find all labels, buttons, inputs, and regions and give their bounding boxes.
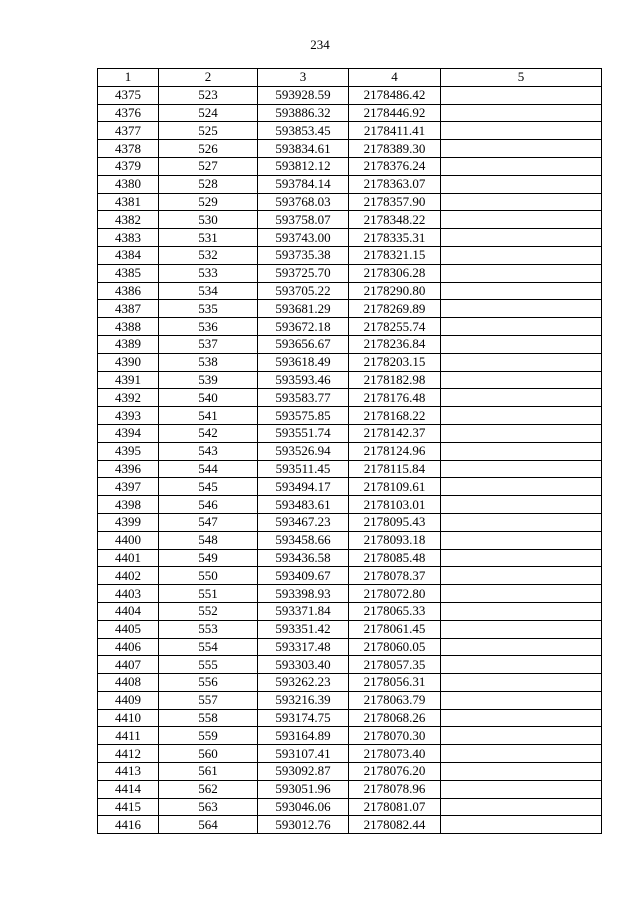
table-cell-col-5 bbox=[441, 175, 602, 193]
table-cell-col-5 bbox=[441, 496, 602, 514]
table-cell-col-4: 2178203.15 bbox=[349, 353, 441, 371]
table-cell-col-1: 4385 bbox=[98, 264, 159, 282]
table-cell-col-3: 593784.14 bbox=[258, 175, 349, 193]
table-cell-col-4: 2178078.96 bbox=[349, 780, 441, 798]
table-cell-col-2: 555 bbox=[159, 656, 258, 674]
table-cell-col-5 bbox=[441, 389, 602, 407]
table-row bbox=[98, 780, 602, 798]
page-number: 234 bbox=[310, 37, 330, 52]
table-cell-col-4: 2178109.61 bbox=[349, 478, 441, 496]
table-row bbox=[98, 229, 602, 247]
table-cell-col-1: 4396 bbox=[98, 460, 159, 478]
table-cell-col-5 bbox=[441, 691, 602, 709]
table-cell-col-2: 530 bbox=[159, 211, 258, 229]
table-cell-col-5 bbox=[441, 816, 602, 834]
table-cell-col-5 bbox=[441, 371, 602, 389]
table-cell-col-3: 593174.75 bbox=[258, 709, 349, 727]
table-cell-col-5 bbox=[441, 246, 602, 264]
table-row bbox=[98, 335, 602, 353]
table-cell-col-4: 2178076.20 bbox=[349, 763, 441, 781]
table-cell-col-2: 540 bbox=[159, 389, 258, 407]
table-row bbox=[98, 318, 602, 336]
table-row bbox=[98, 211, 602, 229]
table-cell-col-2: 542 bbox=[159, 424, 258, 442]
table-body bbox=[98, 86, 602, 833]
table-cell-col-4: 2178321.15 bbox=[349, 246, 441, 264]
table-cell-col-1: 4404 bbox=[98, 602, 159, 620]
table-cell-col-2: 528 bbox=[159, 175, 258, 193]
table-cell-col-5 bbox=[441, 157, 602, 175]
table-cell-col-4: 2178376.24 bbox=[349, 157, 441, 175]
table-cell-col-5 bbox=[441, 264, 602, 282]
table-row bbox=[98, 157, 602, 175]
table-cell-col-2: 529 bbox=[159, 193, 258, 211]
table-cell-col-4: 2178093.18 bbox=[349, 531, 441, 549]
table-cell-col-3: 593583.77 bbox=[258, 389, 349, 407]
table-row bbox=[98, 798, 602, 816]
table-cell-col-2: 543 bbox=[159, 442, 258, 460]
column-header-5: 5 bbox=[441, 69, 602, 87]
table-cell-col-2: 524 bbox=[159, 104, 258, 122]
table-cell-col-5 bbox=[441, 407, 602, 425]
table-cell-col-3: 593672.18 bbox=[258, 318, 349, 336]
table-cell-col-5 bbox=[441, 104, 602, 122]
table-cell-col-1: 4379 bbox=[98, 157, 159, 175]
table-cell-col-5 bbox=[441, 585, 602, 603]
table-cell-col-4: 2178068.26 bbox=[349, 709, 441, 727]
table-cell-col-3: 593012.76 bbox=[258, 816, 349, 834]
table-cell-col-3: 593928.59 bbox=[258, 86, 349, 104]
table-cell-col-4: 2178142.37 bbox=[349, 424, 441, 442]
table-cell-col-3: 593303.40 bbox=[258, 656, 349, 674]
table-cell-col-1: 4376 bbox=[98, 104, 159, 122]
column-header-1: 1 bbox=[98, 69, 159, 87]
table-cell-col-5 bbox=[441, 745, 602, 763]
table-cell-col-5 bbox=[441, 674, 602, 692]
table-cell-col-1: 4380 bbox=[98, 175, 159, 193]
table-cell-col-1: 4377 bbox=[98, 122, 159, 140]
table-cell-col-5 bbox=[441, 478, 602, 496]
table-row bbox=[98, 104, 602, 122]
table-cell-col-5 bbox=[441, 709, 602, 727]
table-cell-col-1: 4407 bbox=[98, 656, 159, 674]
table-cell-col-4: 2178103.01 bbox=[349, 496, 441, 514]
table-cell-col-1: 4397 bbox=[98, 478, 159, 496]
table-cell-col-3: 593467.23 bbox=[258, 513, 349, 531]
table-cell-col-5 bbox=[441, 460, 602, 478]
table-cell-col-1: 4415 bbox=[98, 798, 159, 816]
table-cell-col-5 bbox=[441, 442, 602, 460]
table-row bbox=[98, 638, 602, 656]
header-row bbox=[98, 69, 602, 87]
table-cell-col-5 bbox=[441, 531, 602, 549]
table-cell-col-3: 593681.29 bbox=[258, 300, 349, 318]
table-cell-col-5 bbox=[441, 798, 602, 816]
table-row bbox=[98, 371, 602, 389]
table-cell-col-4: 2178056.31 bbox=[349, 674, 441, 692]
table-cell-col-4: 2178168.22 bbox=[349, 407, 441, 425]
table-cell-col-5 bbox=[441, 318, 602, 336]
table-cell-col-3: 593483.61 bbox=[258, 496, 349, 514]
table-cell-col-5 bbox=[441, 567, 602, 585]
table-cell-col-5 bbox=[441, 780, 602, 798]
table-cell-col-2: 554 bbox=[159, 638, 258, 656]
table-cell-col-3: 593618.49 bbox=[258, 353, 349, 371]
table-cell-col-3: 593743.00 bbox=[258, 229, 349, 247]
table-cell-col-5 bbox=[441, 513, 602, 531]
table-cell-col-1: 4381 bbox=[98, 193, 159, 211]
table-cell-col-2: 544 bbox=[159, 460, 258, 478]
table-row bbox=[98, 567, 602, 585]
table-row bbox=[98, 513, 602, 531]
table-cell-col-3: 593768.03 bbox=[258, 193, 349, 211]
table-cell-col-4: 2178389.30 bbox=[349, 140, 441, 158]
table-cell-col-4: 2178290.80 bbox=[349, 282, 441, 300]
table-cell-col-3: 593262.23 bbox=[258, 674, 349, 692]
table-cell-col-1: 4401 bbox=[98, 549, 159, 567]
table-row bbox=[98, 86, 602, 104]
table-cell-col-3: 593758.07 bbox=[258, 211, 349, 229]
table-cell-col-5 bbox=[441, 229, 602, 247]
coordinates-table bbox=[97, 68, 602, 834]
table-row bbox=[98, 424, 602, 442]
table-cell-col-4: 2178446.92 bbox=[349, 104, 441, 122]
table-cell-col-1: 4403 bbox=[98, 585, 159, 603]
table-cell-col-4: 2178124.96 bbox=[349, 442, 441, 460]
table-cell-col-3: 593216.39 bbox=[258, 691, 349, 709]
table-cell-col-5 bbox=[441, 727, 602, 745]
table-cell-col-4: 2178085.48 bbox=[349, 549, 441, 567]
table-cell-col-1: 4383 bbox=[98, 229, 159, 247]
table-cell-col-3: 593526.94 bbox=[258, 442, 349, 460]
table-cell-col-2: 549 bbox=[159, 549, 258, 567]
table-row bbox=[98, 602, 602, 620]
table-cell-col-2: 546 bbox=[159, 496, 258, 514]
table-cell-col-5 bbox=[441, 656, 602, 674]
table-cell-col-5 bbox=[441, 424, 602, 442]
table-cell-col-1: 4378 bbox=[98, 140, 159, 158]
table-cell-col-1: 4392 bbox=[98, 389, 159, 407]
table-cell-col-2: 537 bbox=[159, 335, 258, 353]
table-cell-col-2: 545 bbox=[159, 478, 258, 496]
table-cell-col-4: 2178486.42 bbox=[349, 86, 441, 104]
table-row bbox=[98, 300, 602, 318]
table-cell-col-4: 2178176.48 bbox=[349, 389, 441, 407]
table-row bbox=[98, 620, 602, 638]
table-cell-col-2: 533 bbox=[159, 264, 258, 282]
table-cell-col-3: 593398.93 bbox=[258, 585, 349, 603]
table-cell-col-3: 593834.61 bbox=[258, 140, 349, 158]
table-cell-col-5 bbox=[441, 211, 602, 229]
column-header-4: 4 bbox=[349, 69, 441, 87]
table-row bbox=[98, 691, 602, 709]
table-cell-col-1: 4375 bbox=[98, 86, 159, 104]
table-cell-col-3: 593551.74 bbox=[258, 424, 349, 442]
table-row bbox=[98, 193, 602, 211]
table-cell-col-2: 561 bbox=[159, 763, 258, 781]
table-cell-col-2: 564 bbox=[159, 816, 258, 834]
table-row bbox=[98, 175, 602, 193]
table-cell-col-1: 4413 bbox=[98, 763, 159, 781]
table-cell-col-4: 2178236.84 bbox=[349, 335, 441, 353]
table-cell-col-1: 4414 bbox=[98, 780, 159, 798]
table-cell-col-4: 2178061.45 bbox=[349, 620, 441, 638]
table-cell-col-2: 535 bbox=[159, 300, 258, 318]
table-cell-col-5 bbox=[441, 353, 602, 371]
table-cell-col-3: 593511.45 bbox=[258, 460, 349, 478]
table-cell-col-4: 2178063.79 bbox=[349, 691, 441, 709]
table-cell-col-3: 593735.38 bbox=[258, 246, 349, 264]
table-row bbox=[98, 656, 602, 674]
table-cell-col-4: 2178081.07 bbox=[349, 798, 441, 816]
table-row bbox=[98, 246, 602, 264]
table-cell-col-5 bbox=[441, 763, 602, 781]
table-cell-col-2: 560 bbox=[159, 745, 258, 763]
table-row bbox=[98, 353, 602, 371]
table-row bbox=[98, 140, 602, 158]
table-cell-col-4: 2178070.30 bbox=[349, 727, 441, 745]
table-cell-col-2: 534 bbox=[159, 282, 258, 300]
table-cell-col-2: 562 bbox=[159, 780, 258, 798]
table-cell-col-2: 558 bbox=[159, 709, 258, 727]
table-row bbox=[98, 442, 602, 460]
table-cell-col-3: 593107.41 bbox=[258, 745, 349, 763]
table-cell-col-1: 4410 bbox=[98, 709, 159, 727]
table-row bbox=[98, 264, 602, 282]
table-cell-col-3: 593436.58 bbox=[258, 549, 349, 567]
table-row bbox=[98, 709, 602, 727]
table-row bbox=[98, 763, 602, 781]
table-cell-col-5 bbox=[441, 140, 602, 158]
table-cell-col-5 bbox=[441, 193, 602, 211]
table-cell-col-2: 548 bbox=[159, 531, 258, 549]
table-cell-col-5 bbox=[441, 282, 602, 300]
table-cell-col-3: 593371.84 bbox=[258, 602, 349, 620]
table-row bbox=[98, 745, 602, 763]
column-header-2: 2 bbox=[159, 69, 258, 87]
table-row bbox=[98, 585, 602, 603]
table-cell-col-3: 593853.45 bbox=[258, 122, 349, 140]
table-cell-col-2: 553 bbox=[159, 620, 258, 638]
table-cell-col-5 bbox=[441, 300, 602, 318]
table-row bbox=[98, 549, 602, 567]
table-cell-col-1: 4382 bbox=[98, 211, 159, 229]
table-cell-col-4: 2178306.28 bbox=[349, 264, 441, 282]
table-cell-col-1: 4409 bbox=[98, 691, 159, 709]
table-cell-col-3: 593886.32 bbox=[258, 104, 349, 122]
table-cell-col-2: 559 bbox=[159, 727, 258, 745]
table-cell-col-4: 2178335.31 bbox=[349, 229, 441, 247]
table-cell-col-4: 2178357.90 bbox=[349, 193, 441, 211]
table-cell-col-1: 4389 bbox=[98, 335, 159, 353]
table-cell-col-4: 2178065.33 bbox=[349, 602, 441, 620]
table-cell-col-2: 552 bbox=[159, 602, 258, 620]
table-cell-col-1: 4406 bbox=[98, 638, 159, 656]
table-cell-col-1: 4405 bbox=[98, 620, 159, 638]
table-cell-col-1: 4386 bbox=[98, 282, 159, 300]
table-cell-col-4: 2178269.89 bbox=[349, 300, 441, 318]
table-cell-col-3: 593051.96 bbox=[258, 780, 349, 798]
column-header-3: 3 bbox=[258, 69, 349, 87]
table-cell-col-5 bbox=[441, 86, 602, 104]
table-row bbox=[98, 496, 602, 514]
table-cell-col-4: 2178363.07 bbox=[349, 175, 441, 193]
table-cell-col-3: 593494.17 bbox=[258, 478, 349, 496]
table-cell-col-4: 2178348.22 bbox=[349, 211, 441, 229]
table-cell-col-2: 538 bbox=[159, 353, 258, 371]
table-cell-col-2: 550 bbox=[159, 567, 258, 585]
table-cell-col-2: 525 bbox=[159, 122, 258, 140]
table-cell-col-4: 2178060.05 bbox=[349, 638, 441, 656]
table-cell-col-4: 2178072.80 bbox=[349, 585, 441, 603]
table-cell-col-1: 4384 bbox=[98, 246, 159, 264]
table-cell-col-3: 593409.67 bbox=[258, 567, 349, 585]
table-cell-col-4: 2178073.40 bbox=[349, 745, 441, 763]
table-cell-col-4: 2178115.84 bbox=[349, 460, 441, 478]
table-cell-col-2: 563 bbox=[159, 798, 258, 816]
table-cell-col-2: 539 bbox=[159, 371, 258, 389]
table-cell-col-2: 532 bbox=[159, 246, 258, 264]
table-cell-col-2: 556 bbox=[159, 674, 258, 692]
table-cell-col-5 bbox=[441, 549, 602, 567]
table-row bbox=[98, 282, 602, 300]
table-cell-col-2: 551 bbox=[159, 585, 258, 603]
table-cell-col-1: 4408 bbox=[98, 674, 159, 692]
table-cell-col-4: 2178057.35 bbox=[349, 656, 441, 674]
table-cell-col-2: 527 bbox=[159, 157, 258, 175]
table-cell-col-5 bbox=[441, 638, 602, 656]
table-header bbox=[98, 69, 602, 87]
table-cell-col-4: 2178082.44 bbox=[349, 816, 441, 834]
table-cell-col-2: 531 bbox=[159, 229, 258, 247]
table-row bbox=[98, 407, 602, 425]
table-row bbox=[98, 478, 602, 496]
table-cell-col-3: 593046.06 bbox=[258, 798, 349, 816]
table-cell-col-3: 593812.12 bbox=[258, 157, 349, 175]
table-cell-col-3: 593725.70 bbox=[258, 264, 349, 282]
table-cell-col-1: 4388 bbox=[98, 318, 159, 336]
table-cell-col-2: 547 bbox=[159, 513, 258, 531]
table-cell-col-2: 557 bbox=[159, 691, 258, 709]
table-cell-col-1: 4395 bbox=[98, 442, 159, 460]
table-cell-col-1: 4390 bbox=[98, 353, 159, 371]
table-cell-col-2: 536 bbox=[159, 318, 258, 336]
table-cell-col-1: 4393 bbox=[98, 407, 159, 425]
table-cell-col-3: 593351.42 bbox=[258, 620, 349, 638]
table-cell-col-4: 2178411.41 bbox=[349, 122, 441, 140]
table-row bbox=[98, 727, 602, 745]
table-row bbox=[98, 122, 602, 140]
table-cell-col-1: 4394 bbox=[98, 424, 159, 442]
table-cell-col-1: 4399 bbox=[98, 513, 159, 531]
table-cell-col-1: 4412 bbox=[98, 745, 159, 763]
table-row bbox=[98, 460, 602, 478]
table-row bbox=[98, 531, 602, 549]
table-cell-col-1: 4398 bbox=[98, 496, 159, 514]
table-cell-col-5 bbox=[441, 602, 602, 620]
table-cell-col-3: 593317.48 bbox=[258, 638, 349, 656]
table-cell-col-1: 4391 bbox=[98, 371, 159, 389]
table-cell-col-5 bbox=[441, 335, 602, 353]
table-cell-col-1: 4400 bbox=[98, 531, 159, 549]
table-cell-col-3: 593164.89 bbox=[258, 727, 349, 745]
table-cell-col-3: 593656.67 bbox=[258, 335, 349, 353]
table-cell-col-3: 593705.22 bbox=[258, 282, 349, 300]
table-cell-col-3: 593092.87 bbox=[258, 763, 349, 781]
table-cell-col-5 bbox=[441, 620, 602, 638]
table-cell-col-1: 4402 bbox=[98, 567, 159, 585]
table-cell-col-3: 593458.66 bbox=[258, 531, 349, 549]
table-cell-col-4: 2178182.98 bbox=[349, 371, 441, 389]
table-cell-col-2: 526 bbox=[159, 140, 258, 158]
table-cell-col-1: 4411 bbox=[98, 727, 159, 745]
table-cell-col-4: 2178255.74 bbox=[349, 318, 441, 336]
table-cell-col-4: 2178095.43 bbox=[349, 513, 441, 531]
table-cell-col-4: 2178078.37 bbox=[349, 567, 441, 585]
table-row bbox=[98, 674, 602, 692]
table-cell-col-3: 593575.85 bbox=[258, 407, 349, 425]
table-cell-col-5 bbox=[441, 122, 602, 140]
table-cell-col-2: 541 bbox=[159, 407, 258, 425]
table-cell-col-3: 593593.46 bbox=[258, 371, 349, 389]
table-cell-col-2: 523 bbox=[159, 86, 258, 104]
table-cell-col-1: 4416 bbox=[98, 816, 159, 834]
table-cell-col-1: 4387 bbox=[98, 300, 159, 318]
table-row bbox=[98, 816, 602, 834]
table-row bbox=[98, 389, 602, 407]
